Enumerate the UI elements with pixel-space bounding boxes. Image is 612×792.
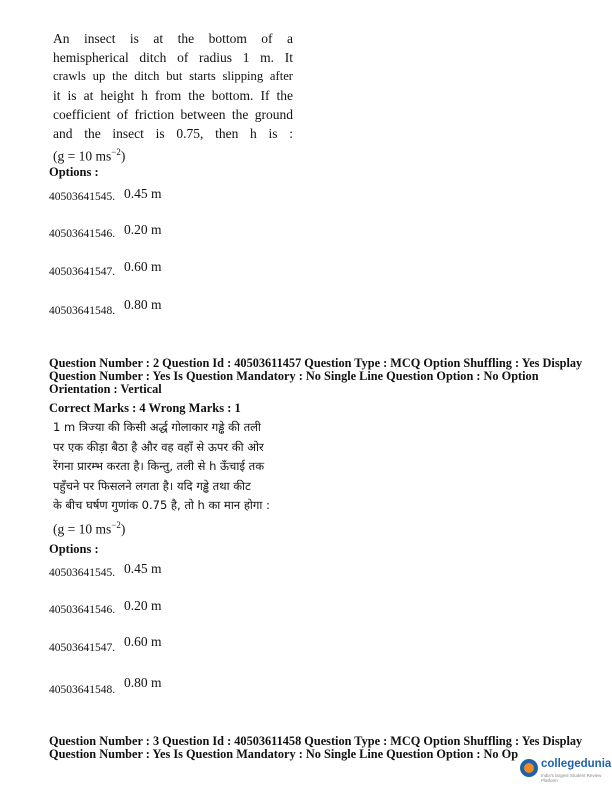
meta-line: Orientation : Vertical [49,382,162,396]
option-id: 40503641548. [49,305,116,317]
option-row[interactable] [49,186,349,208]
option-value: 0.80 m [124,297,162,312]
option-value: 0.20 m [124,598,162,613]
question-1-line: crawls up the ditch but starts slipping after [53,69,293,83]
question-2-meta [49,357,589,396]
option-id: 40503641546. [49,604,116,616]
gravity-note: (g = 10 $ms^{-2}$) [53,147,126,164]
question-2-line: 1 m त्रिज्या की किसी अर्द्ध गोलाकार गड्ढे की तली [53,420,261,434]
watermark-tagline: India's largest Student Review Platform [541,773,602,783]
gravity-note: (g = 10 $ms^{-2}$) [53,519,126,537]
meta-line: Question Number : Yes Is Question Mandatory : No Single Line Question Option : No Option [49,369,539,383]
option-value: 0.60 m [124,259,162,274]
option-value: 0.20 m [124,222,162,237]
question-2-line: पर एक कीड़ा बैठा है और वह वहाँ से ऊपर की ओर [53,439,264,454]
collegedunia-logo-icon [520,759,538,777]
option-value: 0.45 m [124,186,162,201]
option-row[interactable] [49,634,349,656]
question-1-line: An insect is at the bottom of a [53,31,293,46]
option-row[interactable] [49,297,349,319]
meta-line: Question Number : 2 Question Id : 40503611457 Question Type : MCQ Option Shuffling : Yes Display [49,356,583,370]
question-2-line: रेंगना प्रारम्भ करता है। किन्तु, तली से h ऊँचाई तक [53,459,265,474]
options-label: Options : [49,165,99,179]
question-2-line: के बीच घर्षण गुणांक 0.75 है, तो h का मान होगा : [53,498,270,513]
option-row[interactable] [49,561,349,583]
option-id: 40503641547. [49,266,116,278]
option-row[interactable] [49,259,349,281]
option-value: 0.60 m [124,634,162,649]
meta-line: Question Number : Yes Is Question Mandatory : No Single Line Question Option : No Op [49,747,519,761]
option-value: 0.80 m [124,675,162,690]
question-1-line: it is at height h from the bottom. If the [53,88,293,103]
meta-line: Question Number : 3 Question Id : 40503611458 Question Type : MCQ Option Shuffling : Yes Display [49,734,583,748]
option-row[interactable] [49,598,349,620]
marks-info: Correct Marks : 4 Wrong Marks : 1 [49,401,241,415]
watermark-brand: collegedunia [541,758,612,770]
option-id: 40503641546. [49,228,116,240]
question-1-line: hemispherical ditch of radius 1 m. It [53,50,293,65]
question-2-line: पहुँचने पर फिसलने लगता है। यदि गड्ढे तथा कीट [53,478,251,493]
option-id: 40503641545. [49,567,116,579]
question-2-text [53,418,298,539]
question-1-line: coefficient of friction between the ground [53,107,293,122]
question-3-meta [49,735,589,761]
question-1-line: and the insect is 0.75, then h is : [53,126,293,141]
option-id: 40503641547. [49,642,116,654]
option-row[interactable] [49,222,349,244]
option-id: 40503641545. [49,191,116,203]
option-row[interactable] [49,675,349,697]
collegedunia-watermark [520,755,612,783]
options-label: Options : [49,542,99,556]
option-id: 40503641548. [49,684,116,696]
question-1-text [53,29,293,166]
option-value: 0.45 m [124,561,162,576]
